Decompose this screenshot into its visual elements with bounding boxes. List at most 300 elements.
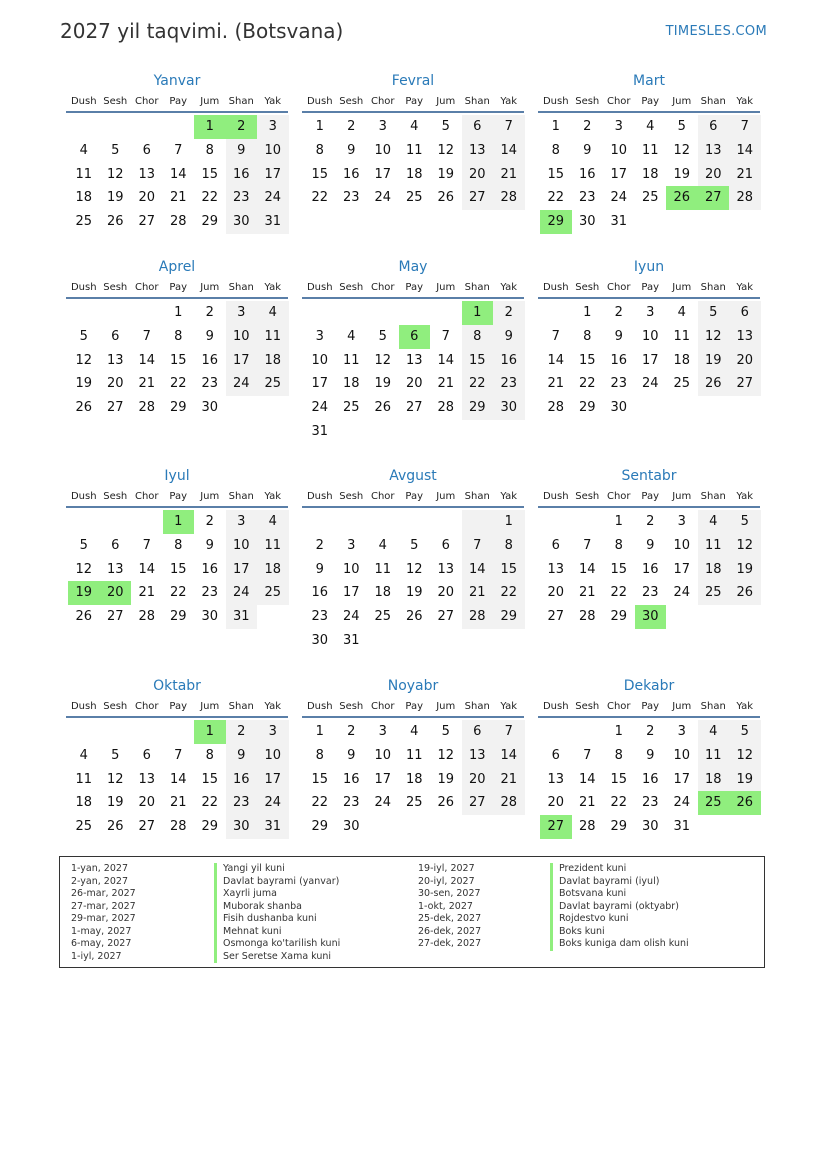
day-cell: 12 bbox=[437, 142, 455, 158]
legend-holiday-name: Ser Seretse Xama kuni bbox=[214, 951, 340, 964]
weekday-label: Chor bbox=[606, 701, 631, 712]
day-cell: 31 bbox=[226, 605, 258, 629]
day-cell: 3 bbox=[226, 510, 258, 534]
day-cell: 9 bbox=[614, 328, 623, 344]
day-cell: 24 bbox=[673, 795, 691, 811]
day-cell: 22 bbox=[311, 190, 329, 206]
day-cell: 10 bbox=[342, 561, 360, 577]
weekday-label: Jum bbox=[672, 96, 692, 107]
month-name: Avgust bbox=[389, 468, 437, 484]
day-cell: 21 bbox=[169, 795, 187, 811]
days-grid bbox=[538, 115, 760, 234]
day-cell: 18 bbox=[673, 352, 691, 368]
month-name: Iyul bbox=[164, 468, 190, 484]
legend-holiday-name: Boks kuniga dam olish kuni bbox=[550, 938, 689, 951]
day-cell: 3 bbox=[257, 720, 289, 744]
day-cell: 5 bbox=[79, 537, 88, 553]
day-cell: 6 bbox=[698, 115, 730, 139]
day-cell: 1 bbox=[315, 119, 324, 134]
weekday-label: Chor bbox=[370, 701, 395, 712]
weekday-header bbox=[538, 489, 760, 508]
weekday-label: Shan bbox=[464, 96, 490, 107]
empty-cell bbox=[540, 301, 572, 325]
day-cell: 30 bbox=[342, 819, 360, 835]
day-cell: 20 bbox=[462, 163, 494, 187]
day-cell: 14 bbox=[578, 771, 596, 787]
day-cell: 28 bbox=[169, 214, 187, 230]
weekday-label: Jum bbox=[200, 96, 220, 107]
day-cell: 16 bbox=[226, 768, 258, 792]
day-cell: 7 bbox=[462, 534, 494, 558]
day-cell: 16 bbox=[226, 163, 258, 187]
day-cell: 23 bbox=[493, 372, 525, 396]
month-name: Mart bbox=[633, 73, 665, 89]
weekday-label: Shan bbox=[464, 282, 490, 293]
day-cell: 29 bbox=[610, 609, 628, 625]
legend-holiday-name: Boks kuni bbox=[550, 926, 689, 939]
weekday-label: Shan bbox=[700, 282, 726, 293]
holiday-day: 27 bbox=[540, 815, 572, 839]
day-cell: 5 bbox=[111, 142, 120, 158]
day-cell: 21 bbox=[169, 190, 187, 206]
day-cell: 12 bbox=[374, 352, 392, 368]
day-cell: 29 bbox=[311, 819, 329, 835]
day-cell: 4 bbox=[410, 724, 419, 739]
day-cell: 8 bbox=[205, 142, 214, 158]
day-cell: 10 bbox=[311, 352, 329, 368]
legend-date: 2-yan, 2027 bbox=[71, 875, 128, 887]
day-cell: 28 bbox=[729, 186, 761, 210]
day-cell: 20 bbox=[138, 795, 156, 811]
empty-cell bbox=[336, 510, 368, 534]
days-grid bbox=[302, 720, 524, 839]
day-cell: 11 bbox=[405, 142, 423, 158]
day-cell: 20 bbox=[405, 376, 423, 392]
day-cell: 27 bbox=[106, 609, 124, 625]
day-cell: 18 bbox=[257, 558, 289, 582]
day-cell: 14 bbox=[138, 561, 156, 577]
day-cell: 18 bbox=[698, 558, 730, 582]
day-cell: 7 bbox=[493, 115, 525, 139]
day-cell: 28 bbox=[493, 186, 525, 210]
day-cell: 18 bbox=[257, 349, 289, 373]
legend-date: 1-iyl, 2027 bbox=[71, 950, 122, 962]
weekday-header bbox=[538, 280, 760, 299]
day-cell: 10 bbox=[374, 747, 392, 763]
day-cell: 27 bbox=[462, 791, 494, 815]
day-cell: 22 bbox=[578, 376, 596, 392]
day-cell: 5 bbox=[698, 301, 730, 325]
weekday-label: Dush bbox=[306, 701, 333, 712]
day-cell: 22 bbox=[311, 795, 329, 811]
holiday-day: 1 bbox=[462, 301, 494, 325]
weekday-label: Shan bbox=[700, 491, 726, 502]
empty-cell bbox=[462, 510, 494, 534]
day-cell: 13 bbox=[405, 352, 423, 368]
day-cell: 17 bbox=[311, 376, 329, 392]
day-cell: 14 bbox=[578, 561, 596, 577]
day-cell: 12 bbox=[75, 561, 93, 577]
day-cell: 26 bbox=[405, 609, 423, 625]
weekday-label: Shan bbox=[464, 491, 490, 502]
weekday-header bbox=[302, 699, 524, 718]
day-cell: 24 bbox=[257, 186, 289, 210]
day-cell: 29 bbox=[169, 609, 187, 625]
day-cell: 7 bbox=[142, 537, 151, 553]
day-cell: 5 bbox=[410, 537, 419, 553]
day-cell: 11 bbox=[641, 142, 659, 158]
day-cell: 24 bbox=[226, 581, 258, 605]
weekday-label: Dush bbox=[542, 282, 569, 293]
day-cell: 8 bbox=[315, 142, 324, 158]
legend-date: 1-okt, 2027 bbox=[418, 900, 473, 912]
legend-holiday-name: Rojdestvo kuni bbox=[550, 913, 689, 926]
day-cell: 22 bbox=[169, 585, 187, 601]
month-may bbox=[302, 258, 524, 444]
weekday-label: Dush bbox=[542, 491, 569, 502]
day-cell: 13 bbox=[547, 771, 565, 787]
day-cell: 6 bbox=[441, 537, 450, 553]
weekday-label: Yak bbox=[264, 96, 282, 107]
day-cell: 25 bbox=[673, 376, 691, 392]
day-cell: 17 bbox=[226, 558, 258, 582]
day-cell: 18 bbox=[75, 190, 93, 206]
day-cell: 2 bbox=[583, 119, 592, 134]
weekday-label: Dush bbox=[70, 491, 97, 502]
day-cell: 8 bbox=[493, 534, 525, 558]
day-cell: 23 bbox=[641, 585, 659, 601]
day-cell: 12 bbox=[405, 561, 423, 577]
holiday-day: 30 bbox=[635, 605, 667, 629]
weekday-label: Chor bbox=[370, 96, 395, 107]
day-cell: 26 bbox=[437, 795, 455, 811]
weekday-label: Pay bbox=[405, 491, 424, 502]
day-cell: 16 bbox=[201, 352, 219, 368]
day-cell: 29 bbox=[578, 400, 596, 416]
month-name: Noyabr bbox=[387, 678, 439, 694]
day-cell: 10 bbox=[673, 537, 691, 553]
weekday-header bbox=[66, 94, 288, 113]
day-cell: 2 bbox=[347, 119, 356, 134]
weekday-label: Jum bbox=[436, 701, 456, 712]
day-cell: 26 bbox=[75, 400, 93, 416]
day-cell: 28 bbox=[169, 819, 187, 835]
legend-date: 27-mar, 2027 bbox=[71, 900, 136, 912]
weekday-label: Sesh bbox=[339, 282, 364, 293]
legend-names-2 bbox=[550, 863, 689, 951]
weekday-label: Chor bbox=[134, 491, 159, 502]
day-cell: 9 bbox=[205, 328, 214, 344]
empty-cell bbox=[304, 301, 336, 325]
day-cell: 9 bbox=[205, 537, 214, 553]
day-cell: 8 bbox=[205, 747, 214, 763]
day-cell: 21 bbox=[437, 376, 455, 392]
day-cell: 11 bbox=[698, 744, 730, 768]
day-cell: 11 bbox=[75, 166, 93, 182]
day-cell: 20 bbox=[547, 795, 565, 811]
day-cell: 13 bbox=[729, 325, 761, 349]
weekday-label: Chor bbox=[606, 282, 631, 293]
day-cell: 4 bbox=[698, 510, 730, 534]
day-cell: 12 bbox=[106, 771, 124, 787]
weekday-label: Jum bbox=[200, 701, 220, 712]
weekday-label: Yak bbox=[264, 491, 282, 502]
day-cell: 9 bbox=[493, 325, 525, 349]
weekday-label: Yak bbox=[500, 701, 518, 712]
holiday-day: 6 bbox=[399, 325, 431, 349]
day-cell: 30 bbox=[201, 400, 219, 416]
month-name: Oktabr bbox=[153, 678, 201, 694]
day-cell: 30 bbox=[610, 400, 628, 416]
day-cell: 29 bbox=[493, 605, 525, 629]
day-cell: 25 bbox=[405, 795, 423, 811]
day-cell: 5 bbox=[729, 720, 761, 744]
day-cell: 21 bbox=[138, 585, 156, 601]
day-cell: 19 bbox=[437, 771, 455, 787]
weekday-label: Dush bbox=[306, 96, 333, 107]
day-cell: 10 bbox=[257, 744, 289, 768]
holiday-day: 27 bbox=[698, 186, 730, 210]
day-cell: 10 bbox=[610, 142, 628, 158]
weekday-label: Sesh bbox=[339, 96, 364, 107]
day-cell: 9 bbox=[583, 142, 592, 158]
day-cell: 28 bbox=[138, 400, 156, 416]
day-cell: 15 bbox=[201, 771, 219, 787]
day-cell: 26 bbox=[106, 214, 124, 230]
day-cell: 12 bbox=[729, 534, 761, 558]
day-cell: 5 bbox=[677, 119, 686, 134]
day-cell: 13 bbox=[106, 561, 124, 577]
legend-holiday-name: Muborak shanba bbox=[214, 901, 340, 914]
day-cell: 3 bbox=[257, 115, 289, 139]
days-grid bbox=[302, 510, 524, 653]
day-cell: 14 bbox=[493, 139, 525, 163]
day-cell: 22 bbox=[201, 190, 219, 206]
holiday-day: 20 bbox=[100, 581, 132, 605]
day-cell: 11 bbox=[698, 534, 730, 558]
empty-cell bbox=[100, 720, 132, 744]
month-avgust bbox=[302, 467, 524, 653]
day-cell: 4 bbox=[410, 119, 419, 134]
day-cell: 24 bbox=[610, 190, 628, 206]
day-cell: 24 bbox=[342, 609, 360, 625]
legend-date: 20-iyl, 2027 bbox=[418, 875, 475, 887]
weekday-label: Pay bbox=[641, 701, 660, 712]
day-cell: 30 bbox=[578, 214, 596, 230]
weekday-label: Yak bbox=[736, 701, 754, 712]
day-cell: 4 bbox=[698, 720, 730, 744]
weekday-label: Sesh bbox=[103, 701, 128, 712]
month-fevral bbox=[302, 72, 524, 210]
legend-date: 29-mar, 2027 bbox=[71, 913, 136, 924]
day-cell: 23 bbox=[578, 190, 596, 206]
empty-cell bbox=[367, 510, 399, 534]
day-cell: 28 bbox=[578, 819, 596, 835]
day-cell: 4 bbox=[79, 747, 88, 763]
day-cell: 21 bbox=[462, 581, 494, 605]
holiday-day: 1 bbox=[163, 510, 195, 534]
weekday-label: Pay bbox=[169, 701, 188, 712]
day-cell: 25 bbox=[374, 609, 392, 625]
day-cell: 21 bbox=[493, 163, 525, 187]
month-name: Sentabr bbox=[621, 468, 677, 484]
empty-cell bbox=[304, 510, 336, 534]
day-cell: 14 bbox=[493, 744, 525, 768]
day-cell: 15 bbox=[610, 561, 628, 577]
day-cell: 8 bbox=[315, 747, 324, 763]
weekday-label: Jum bbox=[672, 701, 692, 712]
legend-holiday-name: Davlat bayrami (yanvar) bbox=[214, 876, 340, 889]
day-cell: 17 bbox=[226, 349, 258, 373]
day-cell: 11 bbox=[374, 561, 392, 577]
legend-holiday-name: Mehnat kuni bbox=[214, 926, 340, 939]
day-cell: 14 bbox=[169, 166, 187, 182]
day-cell: 10 bbox=[226, 534, 258, 558]
day-cell: 15 bbox=[169, 352, 187, 368]
day-cell: 13 bbox=[138, 771, 156, 787]
day-cell: 7 bbox=[441, 328, 450, 344]
day-cell: 13 bbox=[462, 744, 494, 768]
weekday-label: Sesh bbox=[339, 701, 364, 712]
day-cell: 4 bbox=[79, 142, 88, 158]
holiday-day: 26 bbox=[666, 186, 698, 210]
weekday-label: Sesh bbox=[103, 491, 128, 502]
day-cell: 28 bbox=[437, 400, 455, 416]
day-cell: 4 bbox=[347, 328, 356, 344]
day-cell: 16 bbox=[493, 349, 525, 373]
legend-holiday-name: Davlat bayrami (iyul) bbox=[550, 876, 689, 889]
weekday-label: Yak bbox=[264, 282, 282, 293]
day-cell: 22 bbox=[547, 190, 565, 206]
legend-date: 26-dek, 2027 bbox=[418, 925, 482, 937]
day-cell: 6 bbox=[462, 720, 494, 744]
weekday-label: Dush bbox=[306, 282, 333, 293]
weekday-label: Dush bbox=[542, 701, 569, 712]
day-cell: 20 bbox=[106, 376, 124, 392]
day-cell: 27 bbox=[138, 819, 156, 835]
day-cell: 15 bbox=[547, 166, 565, 182]
day-cell: 31 bbox=[257, 210, 289, 234]
day-cell: 1 bbox=[583, 305, 592, 320]
day-cell: 20 bbox=[138, 190, 156, 206]
days-grid bbox=[66, 301, 288, 420]
empty-cell bbox=[100, 301, 132, 325]
site-link[interactable]: TIMESLES.COM bbox=[665, 24, 767, 39]
month-name: Dekabr bbox=[623, 678, 675, 694]
day-cell: 12 bbox=[729, 744, 761, 768]
weekday-label: Yak bbox=[500, 282, 518, 293]
weekday-label: Sesh bbox=[575, 96, 600, 107]
day-cell: 24 bbox=[641, 376, 659, 392]
empty-cell bbox=[336, 301, 368, 325]
day-cell: 31 bbox=[257, 815, 289, 839]
days-grid bbox=[302, 115, 524, 210]
day-cell: 2 bbox=[205, 514, 214, 529]
day-cell: 10 bbox=[226, 325, 258, 349]
legend-date: 25-dek, 2027 bbox=[418, 913, 482, 924]
day-cell: 4 bbox=[257, 510, 289, 534]
day-cell: 21 bbox=[493, 768, 525, 792]
empty-cell bbox=[540, 720, 572, 744]
day-cell: 25 bbox=[257, 581, 289, 605]
day-cell: 30 bbox=[226, 815, 258, 839]
day-cell: 27 bbox=[729, 372, 761, 396]
day-cell: 25 bbox=[75, 819, 93, 835]
day-cell: 19 bbox=[437, 166, 455, 182]
weekday-label: Yak bbox=[500, 491, 518, 502]
day-cell: 3 bbox=[614, 119, 623, 134]
day-cell: 7 bbox=[729, 115, 761, 139]
weekday-label: Yak bbox=[736, 282, 754, 293]
day-cell: 12 bbox=[106, 166, 124, 182]
weekday-label: Chor bbox=[134, 96, 159, 107]
day-cell: 5 bbox=[378, 328, 387, 344]
empty-cell bbox=[68, 510, 100, 534]
day-cell: 16 bbox=[201, 561, 219, 577]
day-cell: 23 bbox=[201, 585, 219, 601]
day-cell: 18 bbox=[75, 795, 93, 811]
day-cell: 19 bbox=[673, 166, 691, 182]
day-cell: 4 bbox=[257, 301, 289, 325]
day-cell: 17 bbox=[673, 771, 691, 787]
day-cell: 28 bbox=[138, 609, 156, 625]
legend-holiday-name: Xayrli juma bbox=[214, 888, 340, 901]
day-cell: 7 bbox=[174, 747, 183, 763]
legend-date: 1-yan, 2027 bbox=[71, 863, 128, 874]
day-cell: 22 bbox=[201, 795, 219, 811]
days-grid bbox=[66, 115, 288, 234]
day-cell: 7 bbox=[174, 142, 183, 158]
weekday-label: Pay bbox=[405, 96, 424, 107]
day-cell: 7 bbox=[493, 720, 525, 744]
day-cell: 2 bbox=[646, 724, 655, 739]
weekday-label: Sesh bbox=[339, 491, 364, 502]
day-cell: 15 bbox=[462, 349, 494, 373]
day-cell: 30 bbox=[226, 210, 258, 234]
day-cell: 18 bbox=[698, 768, 730, 792]
weekday-label: Sesh bbox=[103, 96, 128, 107]
day-cell: 20 bbox=[547, 585, 565, 601]
empty-cell bbox=[572, 720, 604, 744]
day-cell: 25 bbox=[75, 214, 93, 230]
weekday-label: Chor bbox=[134, 282, 159, 293]
day-cell: 22 bbox=[493, 581, 525, 605]
weekday-label: Pay bbox=[405, 701, 424, 712]
weekday-label: Yak bbox=[264, 701, 282, 712]
empty-cell bbox=[540, 510, 572, 534]
weekday-label: Dush bbox=[542, 96, 569, 107]
day-cell: 8 bbox=[614, 537, 623, 553]
legend-date: 26-mar, 2027 bbox=[71, 888, 136, 899]
day-cell: 30 bbox=[201, 609, 219, 625]
day-cell: 20 bbox=[729, 349, 761, 373]
day-cell: 18 bbox=[641, 166, 659, 182]
day-cell: 14 bbox=[169, 771, 187, 787]
month-iyun bbox=[538, 258, 760, 420]
day-cell: 10 bbox=[673, 747, 691, 763]
day-cell: 17 bbox=[610, 166, 628, 182]
weekday-header bbox=[302, 94, 524, 113]
day-cell: 4 bbox=[646, 119, 655, 134]
day-cell: 14 bbox=[138, 352, 156, 368]
month-noyabr bbox=[302, 677, 524, 839]
day-cell: 8 bbox=[583, 328, 592, 344]
holiday-day: 2 bbox=[226, 115, 258, 139]
day-cell: 27 bbox=[106, 400, 124, 416]
day-cell: 3 bbox=[226, 301, 258, 325]
day-cell: 6 bbox=[729, 301, 761, 325]
weekday-label: Chor bbox=[606, 96, 631, 107]
